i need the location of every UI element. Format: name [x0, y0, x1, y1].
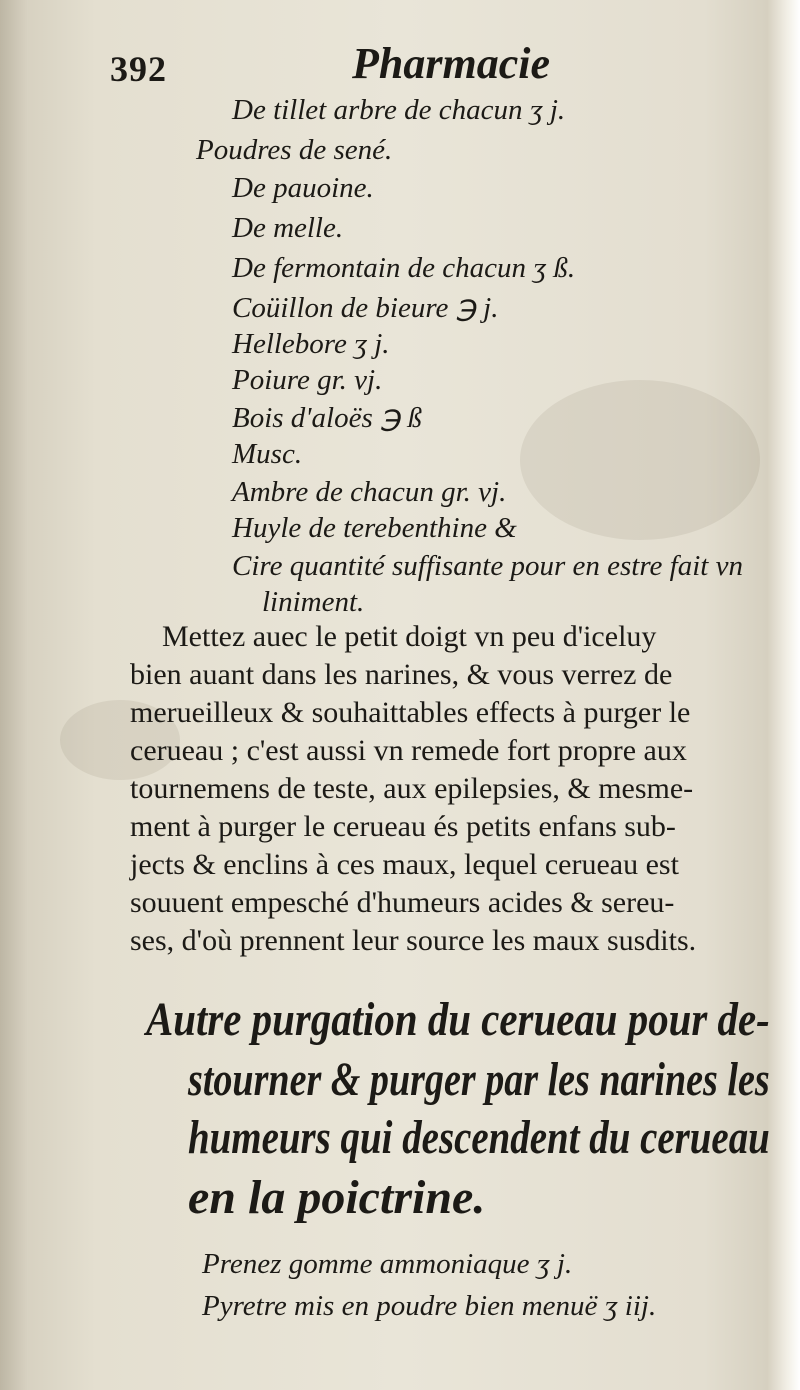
recipe-line: De fermontain de chacun ʒ ß. — [232, 252, 576, 284]
paragraph-line: Mettez auec le petit doigt vn peu d'iceluy — [162, 620, 657, 653]
recipe-line: De pauoine. — [232, 172, 374, 204]
recipe-line: Pyretre mis en poudre bien menuë ʒ iij. — [202, 1290, 657, 1322]
section-heading-line: Autre purgation du cerueau pour de- — [146, 993, 770, 1046]
recipe-line: Ambre de chacun gr. vj. — [232, 476, 507, 508]
recipe-line: liniment. — [262, 586, 365, 618]
paragraph-line: ses, d'où prennent leur source les maux susdits. — [130, 924, 697, 957]
paragraph-line: souuent empesché d'humeurs acides & sereu- — [130, 886, 675, 919]
recipe-line: Poiure gr. vj. — [232, 364, 383, 396]
recipe-line: Musc. — [232, 438, 303, 470]
paragraph-line: bien auant dans les narines, & vous verrez de — [130, 658, 673, 691]
recipe-line: Cire quantité suffisante pour en estre fait vn — [232, 550, 743, 582]
running-head: Pharmacie — [352, 39, 550, 88]
paragraph-line: cerueau ; c'est aussi vn remede fort propre aux — [130, 734, 687, 767]
page-gutter-shadow — [0, 0, 28, 1390]
paper-stain — [520, 380, 760, 540]
recipe-line: Huyle de terebenthine & — [232, 512, 517, 544]
section-heading-line: en la poictrine. — [188, 1171, 486, 1224]
section-heading-line: humeurs qui descendent du cerueau — [188, 1111, 770, 1164]
recipe-line: De tillet arbre de chacun ʒ j. — [232, 94, 566, 126]
section-heading-line: stourner & purger par les narines les — [188, 1053, 770, 1106]
recipe-line: Bois d'aloës ℈ ß — [232, 402, 422, 434]
page-number: 392 — [110, 49, 167, 89]
paragraph-line: tournemens de teste, aux epilepsies, & mesme- — [130, 772, 694, 805]
recipe-line: Prenez gomme ammoniaque ʒ j. — [202, 1248, 573, 1280]
paragraph-line: jects & enclins à ces maux, lequel cerueau est — [130, 848, 679, 881]
recipe-line: Hellebore ʒ j. — [232, 328, 390, 360]
recipe-line: Poudres de sené. — [196, 134, 393, 166]
recipe-line: De melle. — [232, 212, 344, 244]
paragraph-line: merueilleux & souhaittables effects à purger le — [130, 696, 691, 729]
paragraph-line: ment à purger le cerueau és petits enfans sub- — [130, 810, 676, 843]
page-edge — [768, 0, 800, 1390]
recipe-line: Coüillon de bieure ℈ j. — [232, 292, 499, 324]
